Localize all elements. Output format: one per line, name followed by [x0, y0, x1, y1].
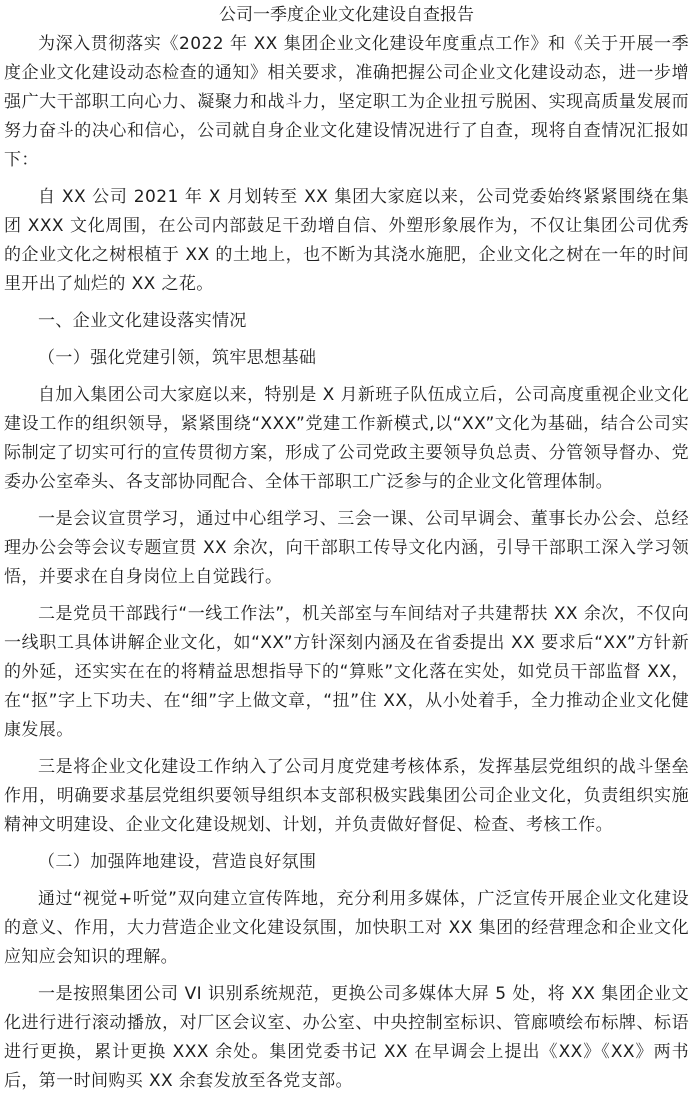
subsection-heading-2: （二）加强阵地建设，营造良好氛围 [38, 852, 317, 872]
paragraph-frontline-work: 二是党员干部践行“一线工作法”，机关部室与车间结对子共建帮扶 XX 余次，不仅向一线职工具体讲解企业文化，如“XX”方针深刻内涵及在省委提出 XX 要求后“XX”方针新的外延，还实实在在的将精益思想指导下的“算账”文化落在实处，如党员干部监督 XX，在“抠”字上下功夫、在“细”字上做文章，“扭”住 XX，从小处着手，全力推动企业文化健康发展。 [4, 604, 689, 740]
paragraph-publicity: 通过“视觉+听觉”双向建立宣传阵地，充分利用多媒体，广泛宣传开展企业文化建设的意义、作用，大力营造企业文化建设氛围，加快职工对 XX 集团的经营理念和企业文化应知应会知识的理解。 [4, 889, 689, 967]
subsection-heading-1: （一）强化党建引领，筑牢思想基础 [38, 348, 317, 368]
document-title: 公司一季度企业文化建设自查报告 [219, 5, 474, 25]
paragraph-assessment: 三是将企业文化建设工作纳入了公司月度党建考核体系，发挥基层党组织的战斗堡垒作用，明确要求基层党组织要领导组织本支部积极实践集团公司企业文化，负责组织实施精神文明建设、企业文化建设规划、计划，并负责做好督促、检查、考核工作。 [4, 757, 689, 835]
section-heading-1: 一、企业文化建设落实情况 [38, 311, 247, 331]
paragraph-background: 自 XX 公司 2021 年 X 月划转至 XX 集团大家庭以来，公司党委始终紧紧围绕在集团 XXX 文化周围，在公司内部鼓足干劲增自信、外塑形象展作为，不仅让集团公司优秀的企业文化之树根植于 XX 的土地上，也不断为其浇水施肥，企业文化之树在一年的时间里开出了灿烂的 XX 之花。 [4, 187, 689, 294]
paragraph-intro: 为深入贯彻落实《2022 年 XX 集团企业文化建设年度重点工作》和《关于开展一季度企业文化建设动态检查的通知》相关要求，准确把握公司企业文化建设动态，进一步增强广大干部职工向心力、凝聚力和战斗力，坚定职工为企业扭亏脱困、实现高质量发展而努力奋斗的决心和信心，公司就自身企业文化建设情况进行了自查，现将自查情况汇报如下： [4, 34, 689, 170]
paragraph-party-leadership: 自加入集团公司大家庭以来，特别是 X 月新班子队伍成立后，公司高度重视企业文化建设工作的组织领导，紧紧围绕“XXX”党建工作新模式,以“XX”文化为基础，结合公司实际制定了切实可行的宣传贯彻方案，形成了公司党政主要领导负总责、分管领导督办、党委办公室牵头、各支部协同配合、全体干部职工广泛参与的企业文化管理体制。 [4, 385, 689, 492]
paragraph-meeting-study: 一是会议宣贯学习，通过中心组学习、三会一课、公司早调会、董事长办公会、总经理办公会等会议专题宣贯 XX 余次，向干部职工传导文化内涵，引导干部职工深入学习领悟，并要求在自身岗位上自觉践行。 [4, 509, 689, 587]
paragraph-vi-system: 一是按照集团公司 VI 识别系统规范，更换公司多媒体大屏 5 处，将 XX 集团企业文化进行进行滚动播放，对厂区会议室、办公室、中央控制室标识、管廊喷绘布标牌、标语进行更换，累计更换 XXX 余处。集团党委书记 XX 在早调会上提出《XX》《XX》两书后，第一时间购买 XX 余套发放至各党支部。 [4, 984, 689, 1091]
